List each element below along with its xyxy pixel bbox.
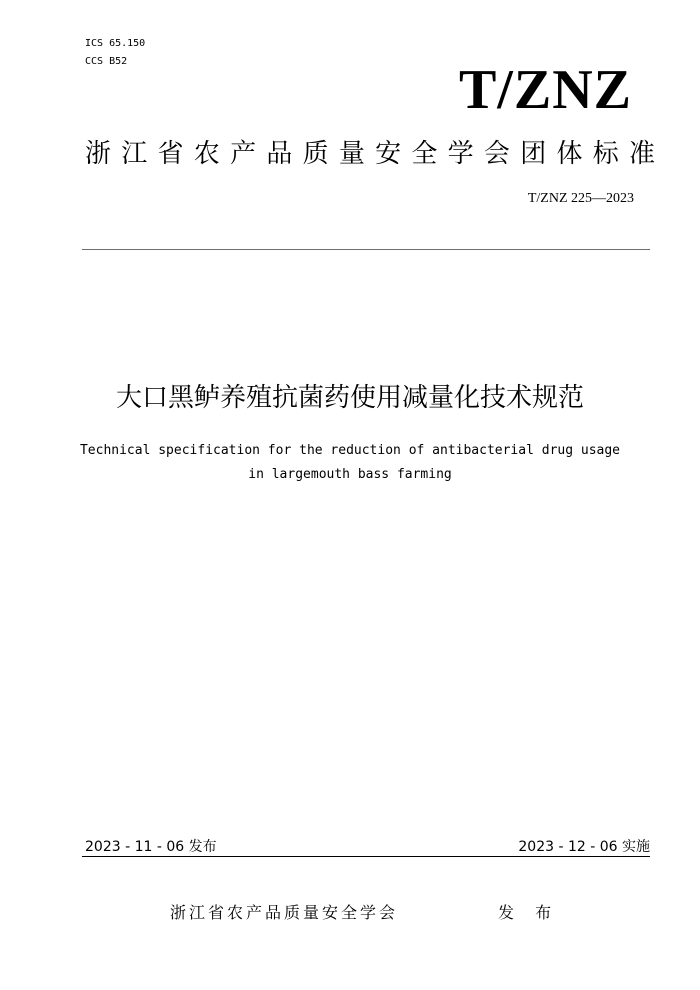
document-title-chinese: 大口黑鲈养殖抗菌药使用减量化技术规范 — [115, 383, 584, 413]
implementation-date: 2023 - 12 - 06 实施 — [518, 839, 650, 855]
issuing-organization: 浙江省农产品质量安全学会 — [170, 903, 399, 922]
footer-divider — [82, 856, 650, 857]
standard-category: 浙江省农产品质量安全学会团体标准 — [85, 139, 655, 169]
issue-label: 发 布 — [498, 903, 560, 922]
issue-date: 2023 - 11 - 06 发布 — [85, 839, 217, 855]
ics-code: ICS 65.150 — [85, 38, 146, 49]
standard-number: T/ZNZ 225—2023 — [527, 191, 634, 206]
ccs-code: CCS B52 — [85, 56, 128, 67]
standard-org-code: T/ZNZ — [458, 59, 632, 121]
document-title-english-line-2: in largemouth bass farming — [248, 467, 452, 482]
header-divider — [82, 249, 650, 250]
document-title-english-line-1: Technical specification for the reduction of antibacterial drug usage — [79, 443, 621, 458]
